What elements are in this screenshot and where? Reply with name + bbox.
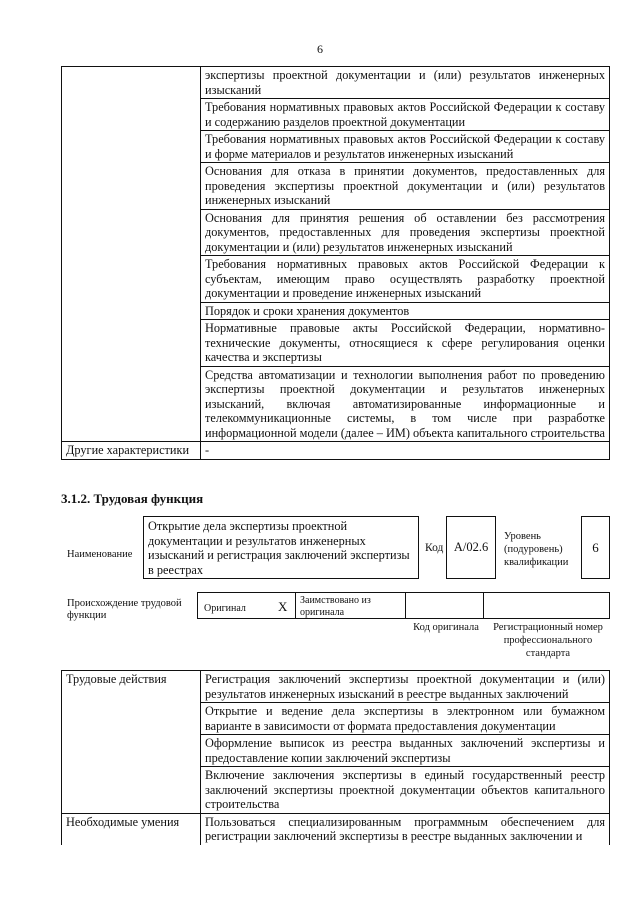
requirement-item: экспертизы проектной документации и (или) результатов инженерных изысканий (201, 67, 610, 99)
requirement-item: Основания для отказа в принятии документов, предоставленных для проведения экспертизы проектной документации и (или) результатов инженерных изысканий (201, 163, 610, 210)
origin-row (197, 592, 610, 619)
row-header-empty (62, 67, 201, 442)
section-title: 3.1.2. Трудовая функция (61, 491, 204, 506)
table-row (62, 67, 610, 99)
origin-divider (405, 592, 406, 619)
labor-actions-label: Трудовые действия (62, 671, 201, 814)
requirement-item: Нормативные правовые акты Российской Федерации, нормативно-технические документы, относящиеся к сфере регулирования оценки качества и экспертизы (201, 320, 610, 367)
requirement-item: Требования нормативных правовых актов Российской Федерации к составу и форме материалов и результатов инженерных изысканий (201, 131, 610, 163)
requirement-item: Требования нормативных правовых актов Российской Федерации к субъектам, имеющим право осуществлять разработку проектной документации и проведение инженерных изысканий (201, 256, 610, 303)
qualification-level-value: 6 (581, 516, 610, 579)
required-skill-item: Пользоваться специализированным программным обеспечением для регистрации заключений экспертизы в реестре выданных заключении и (201, 813, 610, 845)
original-label: Оригинал (204, 603, 246, 614)
page-number: 6 (317, 42, 323, 56)
actions-table (61, 670, 610, 845)
labor-action-item: Открытие и ведение дела экспертизы в электронном или бумажном варианте в зависимости от формата предоставления документации (201, 703, 610, 735)
table-row (62, 671, 610, 703)
original-mark: X (278, 599, 288, 614)
borrowed-label: Заимствовано из оригинала (300, 595, 371, 618)
requirement-item: Требования нормативных правовых актов Российской Федерации к составу и содержанию разделов проектной документации (201, 99, 610, 131)
labor-action-item: Оформление выписок из реестра выданных заключений экспертизы и предоставление копии заключений экспертизы (201, 735, 610, 767)
table-row (62, 442, 610, 460)
requirement-item: Средства автоматизации и технологии выполнения работ по проведению экспертизы проектной документации и результатов инженерных изысканий, включая автоматизированные информационные и телекоммуникационные системы, в том числе при разработке информационной модели (далее – ИМ) объекта капитального строительства (201, 366, 610, 442)
origin-label: Происхождение трудовой функции (67, 598, 182, 621)
requirement-item: Основания для принятия решения об оставлении без рассмотрения документов, предоставленных для проведения экспертизы проектной документации и (или) результатов инженерных изысканий (201, 209, 610, 256)
labor-action-item: Включение заключения экспертизы в единый государственный реестр заключений экспертизы проектной документации объектов капитального строительства (201, 767, 610, 814)
other-characteristics-value: - (201, 442, 610, 460)
function-name-value: Открытие дела экспертизы проектной документации и результатов инженерных изысканий и регистрация заключений экспертизы в реестрах (143, 516, 419, 579)
table-row (62, 813, 610, 845)
function-code-value: А/02.6 (446, 516, 496, 579)
origin-divider (295, 592, 296, 619)
code-label: Код (425, 542, 444, 554)
labor-action-item: Регистрация заключений экспертизы проектной документации и (или) результатов инженерных изысканий в реестре выданных заключений (201, 671, 610, 703)
code-original-caption: Код оригинала (413, 622, 479, 633)
other-characteristics-label: Другие характеристики (62, 442, 201, 460)
origin-divider (483, 592, 484, 619)
requirement-item: Порядок и сроки хранения документов (201, 302, 610, 320)
required-skills-label: Необходимые умения (62, 813, 201, 845)
registration-number-caption: Регистрационный номер профессионального стандарта (493, 622, 603, 659)
name-label: Наименование (67, 549, 133, 560)
requirements-table (61, 66, 610, 460)
qualification-level-label: Уровень (подуровень) квалификации (504, 531, 569, 568)
